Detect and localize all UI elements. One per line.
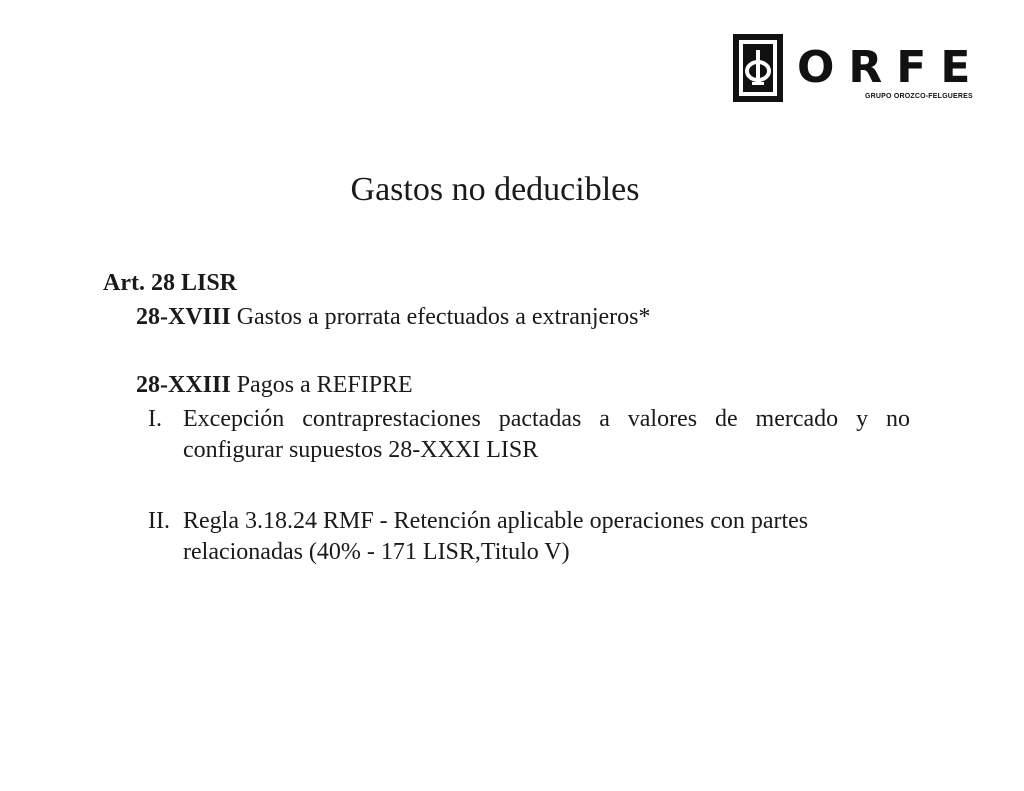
list-item: Excepción contraprestaciones pactadas a valores de mercado y no configurar supuestos 28-XXXI LISR (183, 406, 910, 463)
entry-28-xxiii (136, 370, 413, 400)
entry-text: Gastos a prorrata efectuados a extranjeros* (230, 304, 651, 330)
list-item: Regla 3.18.24 RMF - Retención aplicable operaciones con partes relacionadas (40% - 171 LISR,Titulo V) (183, 508, 809, 565)
slide-title-text: Gastos no deducibles (350, 171, 640, 208)
entry-code: 28-XVIII (136, 304, 231, 330)
entry-text: Pagos a REFIPRE (230, 372, 413, 398)
entry-28-xviii (136, 302, 651, 332)
article-heading: Art. 28 LISR (103, 270, 238, 296)
entry-code: 28-XXIII (136, 372, 231, 398)
logo-wordmark: ORFE (797, 42, 985, 93)
phi-emblem-icon (733, 34, 783, 102)
item-numeral: I. (148, 406, 162, 432)
company-logo (733, 34, 985, 104)
item-numeral: II. (148, 508, 170, 534)
logo-subtitle: GRUPO OROZCO-FELGUERES (865, 93, 973, 100)
slide-title (0, 168, 990, 212)
